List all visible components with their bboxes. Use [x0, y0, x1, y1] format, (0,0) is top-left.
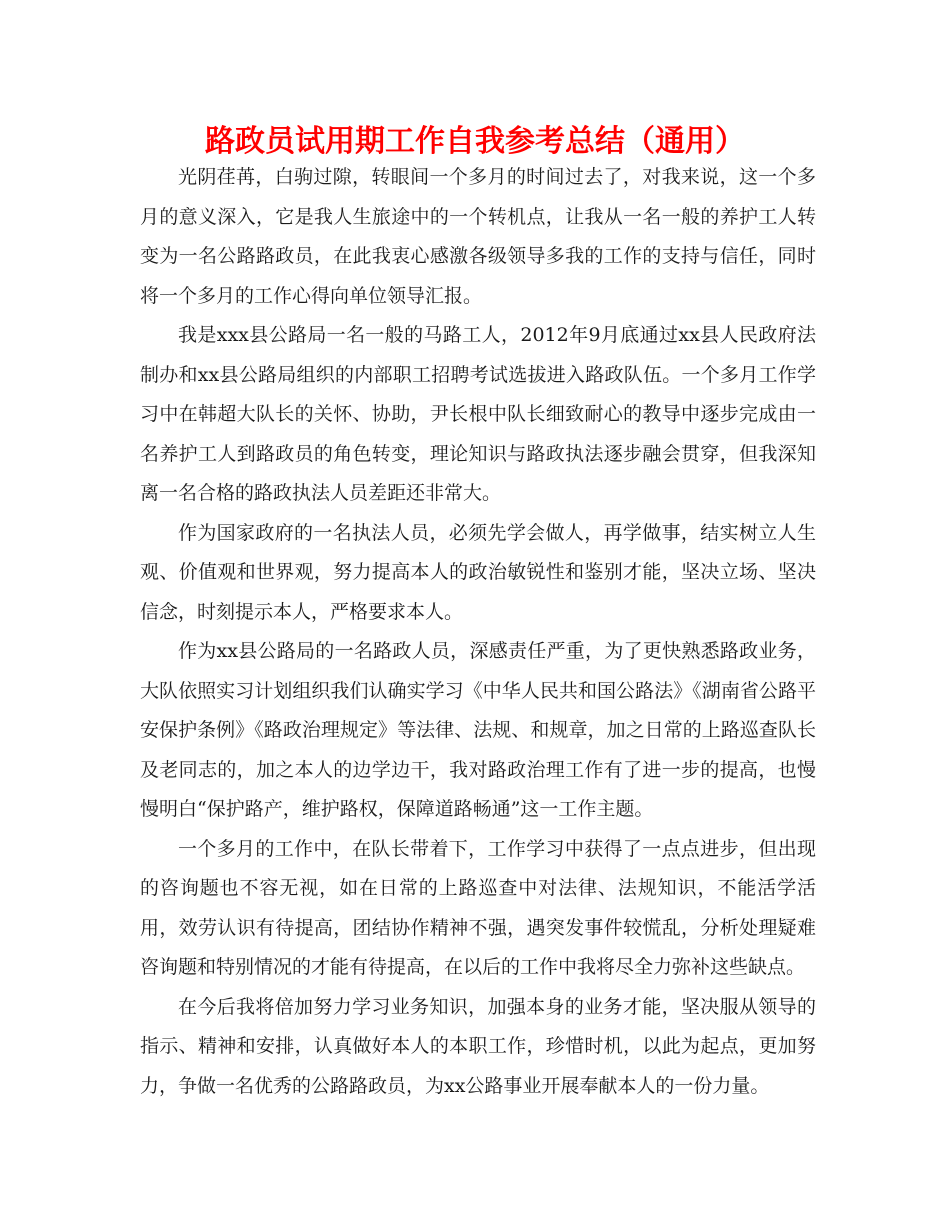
document-title: 路政员试用期工作自我参考总结（通用） — [205, 124, 745, 159]
paragraph-3: 作为国家政府的一名执法人员，必须先学会做人，再学做事，结实树立人生观、价值观和世界观，努力提高本人的政治敏锐性和鉴别才能，坚决立场、坚决信念，时刻提示本人，严格要求本人。 — [140, 521, 816, 623]
paragraph-6: 在今后我将倍加努力学习业务知识，加强本身的业务才能，坚决服从领导的指示、精神和安排，认真做好本人的本职工作，珍惜时机，以此为起点，更加努力，争做一名优秀的公路路政员，为xx公路事业开展奉献本人的一份力量。 — [140, 995, 816, 1097]
paragraph-2: 我是xxx县公路局一名一般的马路工人，2012年9月底通过xx县人民政府法制办和xx县公路局组织的内部职工招聘考试选拔进入路政队伍。一个多月工作学习中在韩超大队长的关怀、协助，尹长根中队长细致耐心的教导中逐步完成由一名养护工人到路政员的角色转变，理论知识与路政执法逐步融会贯穿，但我深知离一名合格的路政执法人员差距还非常大。 — [140, 324, 816, 504]
document-body — [140, 158, 816, 1106]
paragraph-1: 光阴荏苒，白驹过隙，转眼间一个多月的时间过去了，对我来说，这一个多月的意义深入，它是我人生旅途中的一个转机点，让我从一名一般的养护工人转变为一名公路路政员，在此我衷心感激各级领导多我的工作的支持与信任，同时将一个多月的工作心得向单位领导汇报。 — [140, 166, 816, 307]
paragraph-5: 一个多月的工作中，在队长带着下，工作学习中获得了一点点进步，但出现的咨询题也不容无视，如在日常的上路巡查中对法律、法规知识，不能活学活用，效劳认识有待提高，团结协作精神不强，遇突发事件较慌乱，分析处理疑难咨询题和特别情况的才能有待提高，在以后的工作中我将尽全力弥补这些缺点。 — [140, 837, 816, 978]
paragraph-4: 作为xx县公路局的一名路政人员，深感责任严重，为了更快熟悉路政业务，大队依照实习计划组织我们认确实学习《中华人民共和国公路法》《湖南省公路平安保护条例》《路政治理规定》等法律、法规、和规章，加之日常的上路巡查队长及老同志的，加之本人的边学边干，我对路政治理工作有了进一步的提高，也慢慢明白“保护路产，维护路权，保障道路畅通”这一工作主题。 — [140, 640, 816, 820]
